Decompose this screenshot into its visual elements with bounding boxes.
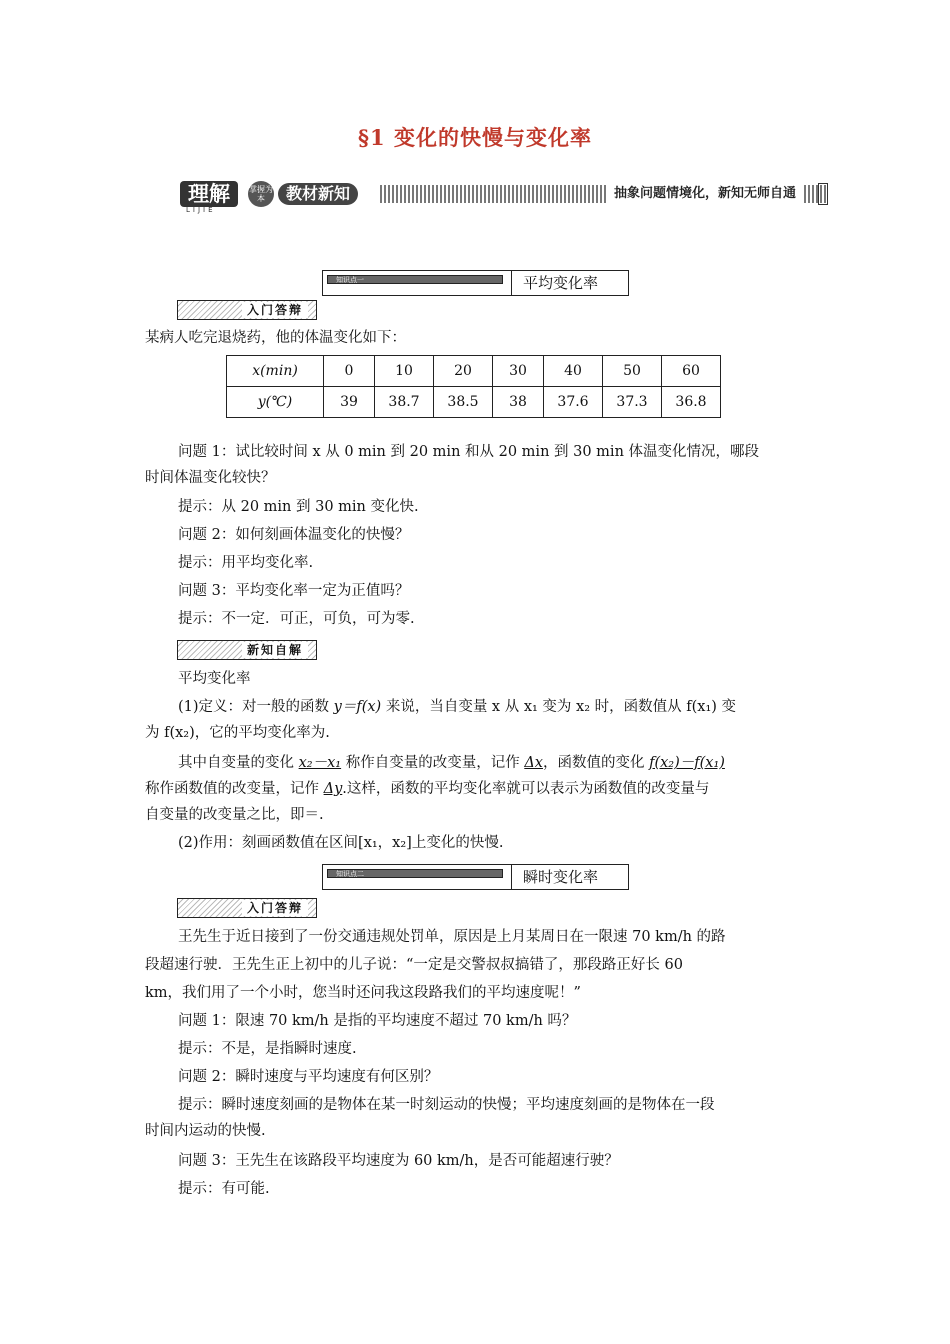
table-cell: 60	[662, 356, 721, 387]
knowledge-point-2	[322, 864, 629, 890]
question-6: 问题 3：王先生在该路段平均速度为 60 km/h，是否可能超速行驶？	[178, 1153, 619, 1169]
banner-sub-label: 教材新知	[278, 183, 358, 205]
heading-box-1	[177, 300, 317, 320]
divider	[511, 865, 512, 889]
effect-line: (2)作用：刻画函数值在区间[x₁，x₂]上变化的快慢.	[178, 835, 504, 851]
question-1-cont: 时间体温变化较快？	[145, 470, 276, 486]
function-expression: y＝f(x)	[333, 699, 382, 715]
banner-main-label: 理解	[180, 181, 238, 207]
text-span: .这样，函数的平均变化率就可以表示为函数值的改变量与	[342, 781, 710, 797]
divider	[511, 271, 512, 295]
heading-box-3	[177, 898, 317, 918]
temperature-table	[226, 355, 721, 418]
heading-label: 入门答辩	[242, 302, 308, 318]
table-cell: 0	[324, 356, 375, 387]
text-span: 称作自变量的改变量，记作	[341, 755, 525, 771]
heading-label: 入门答辩	[242, 900, 308, 916]
text-span: 其中自变量的变化	[178, 755, 299, 771]
answer-blank: x₂－x₁	[298, 755, 342, 771]
table-cell: x(min)	[227, 356, 324, 387]
banner-pinyin: LIJIE	[186, 206, 216, 214]
banner-end-mark	[818, 183, 828, 205]
table-cell: 30	[493, 356, 544, 387]
knowledge-title: 瞬时变化率	[523, 868, 599, 886]
story-line-3: km，我们用了一个小时，您当时还问我这段路我们的平均速度呢！”	[145, 985, 581, 1001]
hint-6: 提示：有可能.	[178, 1181, 270, 1197]
hint-4: 提示：不是，是指瞬时速度.	[178, 1041, 357, 1057]
question-5: 问题 2：瞬时速度与平均速度有何区别？	[178, 1069, 439, 1085]
table-cell: 36.8	[662, 387, 721, 418]
question-1: 问题 1：试比较时间 x 从 0 min 到 20 min 和从 20 min 到 30 min 体温变化情况，哪段	[178, 444, 760, 460]
change-line-1	[178, 750, 840, 776]
section-title: 平均变化率	[178, 671, 251, 687]
table-cell: y(℃)	[227, 387, 324, 418]
table-cell: 50	[603, 356, 662, 387]
story-line-2: 段超速行驶．王先生正上初中的儿子说：“一定是交警叔叔搞错了，那段路正好长 60	[145, 957, 683, 973]
hint-5-cont: 时间内运动的快慢.	[145, 1123, 266, 1139]
knowledge-tag: 知识点二	[327, 869, 503, 878]
page-title: §1 变化的快慢与变化率	[358, 125, 592, 150]
answer-blank: Δx	[524, 755, 543, 771]
banner-circle-label: 掌握为本	[248, 181, 274, 207]
table-cell: 20	[434, 356, 493, 387]
table-cell: 38.7	[375, 387, 434, 418]
table-cell: 38	[493, 387, 544, 418]
question-2: 问题 2：如何刻画体温变化的快慢？	[178, 527, 410, 543]
section-banner	[180, 181, 828, 214]
story-line-1: 王先生于近日接到了一份交通违规处罚单，原因是上月某周日在一限速 70 km/h 的路	[178, 929, 726, 945]
definition-line-2: 为 f(x₂)，它的平均变化率为.	[145, 725, 330, 741]
heading-label: 新知自解	[242, 642, 308, 658]
text-span: (1)定义：对一般的函数	[178, 699, 334, 715]
hint-3: 提示：不一定．可正，可负，可为零.	[178, 611, 415, 627]
table-cell: 37.3	[603, 387, 662, 418]
change-line-3: 自变量的改变量之比，即＝.	[145, 807, 324, 823]
answer-blank: Δy	[323, 781, 343, 797]
text-span: 来说，当自变量 x 从 x₁ 变为 x₂ 时，函数值从 f(x₁) 变	[381, 699, 737, 715]
hint-5: 提示：瞬时速度刻画的是物体在某一时刻运动的快慢；平均速度刻画的是物体在一段	[178, 1097, 715, 1113]
knowledge-title: 平均变化率	[523, 274, 599, 292]
change-line-2	[145, 776, 807, 802]
knowledge-tag: 知识点一	[327, 275, 503, 284]
text-span: 称作函数值的改变量，记作	[145, 781, 324, 797]
table-cell: 40	[544, 356, 603, 387]
table-cell: 38.5	[434, 387, 493, 418]
heading-box-2	[177, 640, 317, 660]
table-cell: 39	[324, 387, 375, 418]
question-4: 问题 1：限速 70 km/h 是指的平均速度不超过 70 km/h 吗？	[178, 1013, 577, 1029]
table-row	[227, 387, 721, 418]
text-span: ，函数值的变化	[542, 755, 650, 771]
hint-1: 提示：从 20 min 到 30 min 变化快.	[178, 499, 419, 515]
table-cell: 10	[375, 356, 434, 387]
table-row	[227, 356, 721, 387]
knowledge-point-1	[322, 270, 629, 296]
hint-2: 提示：用平均变化率.	[178, 555, 314, 571]
definition-line-1	[178, 694, 840, 720]
answer-blank: f(x₂)－f(x₁)	[649, 755, 725, 771]
question-3: 问题 3：平均变化率一定为正值吗？	[178, 583, 410, 599]
intro-text: 某病人吃完退烧药，他的体温变化如下：	[145, 330, 406, 346]
table-cell: 37.6	[544, 387, 603, 418]
banner-slogan: 抽象问题情境化，新知无师自通	[608, 185, 802, 203]
